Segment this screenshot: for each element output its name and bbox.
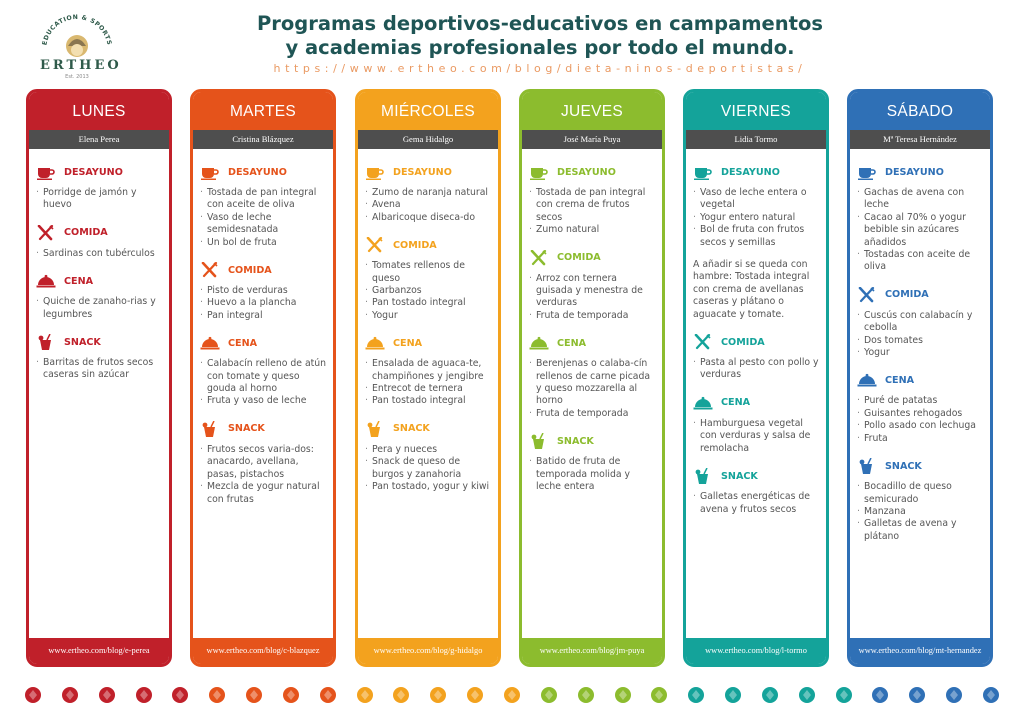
meal-label: COMIDA <box>557 252 601 264</box>
meal-items <box>857 310 984 360</box>
author-blog-link[interactable]: www.ertheo.com/blog/g-hidalgo <box>358 638 498 664</box>
meal-heading <box>693 465 820 487</box>
meal-item: · Berenjenas o calaba-cín rellenos de carne picada y queso mozzarella al horno <box>529 358 656 408</box>
meal-item: · Yogur <box>857 347 984 359</box>
drink-icon <box>501 684 523 706</box>
meal-items <box>200 187 327 249</box>
meal-item: · Zumo natural <box>529 224 656 236</box>
meal-items <box>693 357 820 382</box>
cloche-icon <box>365 335 385 351</box>
meal-label: DESAYUNO <box>557 166 616 178</box>
meal-item: · Porridge de jamón y huevo <box>36 187 163 212</box>
meal-item: · Gachas de avena con leche <box>857 187 984 212</box>
meal-items <box>529 358 656 420</box>
meal-item: · Manzana <box>857 506 984 518</box>
logo-established: Est. 2013 <box>65 74 89 80</box>
day-author: Gema Hidalgo <box>358 130 498 149</box>
meal-items <box>529 273 656 323</box>
day-menu <box>358 149 498 494</box>
meal-cena <box>529 332 656 420</box>
meal-heading <box>36 222 163 244</box>
meal-item: · Pisto de verduras <box>200 285 327 297</box>
basketball-hoop-icon <box>648 684 670 706</box>
meal-item: · Avena <box>365 199 492 211</box>
meal-item: · Frutos secos varia-dos: anacardo, avellana, pasas, pistachos <box>200 444 327 481</box>
day-author: Cristina Blázquez <box>193 130 333 149</box>
broccoli-icon <box>280 684 302 706</box>
meal-label: CENA <box>64 275 94 287</box>
meal-item: · Un bol de fruta <box>200 237 327 249</box>
skier-icon <box>390 684 412 706</box>
meal-heading <box>529 430 656 452</box>
page-title <box>160 12 920 60</box>
meal-label: COMIDA <box>885 289 929 301</box>
meal-items <box>36 296 163 321</box>
meal-items <box>857 395 984 445</box>
meal-heading <box>693 392 820 414</box>
skier-icon <box>722 684 744 706</box>
meal-comida <box>857 284 984 360</box>
meal-item: · Dos tomates <box>857 335 984 347</box>
day-author: José María Puya <box>522 130 662 149</box>
meal-heading <box>365 418 492 440</box>
meal-desayuno <box>36 161 163 212</box>
meal-item: · Fruta y vaso de leche <box>200 395 327 407</box>
meal-heading <box>365 161 492 183</box>
meal-label: DESAYUNO <box>64 166 123 178</box>
meal-items <box>693 187 820 249</box>
meal-heading <box>857 455 984 477</box>
cloche-icon <box>693 395 713 411</box>
meal-snack <box>365 418 492 494</box>
fork-knife-icon <box>857 287 877 303</box>
meal-label: CENA <box>228 337 258 349</box>
meal-item: · Fruta <box>857 433 984 445</box>
meal-label: CENA <box>557 337 587 349</box>
meal-item: · Calabacín relleno de atún con tomate y queso gouda al horno <box>200 358 327 395</box>
meal-heading <box>857 284 984 306</box>
meal-label: SNACK <box>228 423 265 435</box>
cloche-icon <box>857 372 877 388</box>
meal-desayuno <box>857 161 984 274</box>
meal-item: · Albaricoque diseca-do <box>365 212 492 224</box>
ertheo-logo[interactable] <box>32 10 122 82</box>
meal-label: SNACK <box>885 460 922 472</box>
meal-items <box>529 187 656 237</box>
meal-desayuno <box>200 161 327 249</box>
drink-icon <box>906 684 928 706</box>
meal-item: · Vaso de leche semidesnatada <box>200 212 327 237</box>
apple-icon <box>612 684 634 706</box>
meal-items <box>693 418 820 455</box>
author-blog-link[interactable]: www.ertheo.com/blog/e-perea <box>29 638 169 664</box>
meal-label: SNACK <box>721 470 758 482</box>
meal-label: CENA <box>721 397 751 409</box>
meal-label: SNACK <box>557 435 594 447</box>
meal-item: · Entrecot de ternera <box>365 383 492 395</box>
meal-item: · Batido de fruta de temporada molida y leche entera <box>529 456 656 493</box>
meal-item: · Tostadas con aceite de oliva <box>857 249 984 274</box>
meal-item: · Fruta de temporada <box>529 408 656 420</box>
meal-desayuno <box>529 161 656 237</box>
meal-cena <box>857 369 984 445</box>
meal-item: · Pan tostado integral <box>365 395 492 407</box>
svg-text:EDUCATION & SPORTS: EDUCATION & SPORTS <box>41 13 113 46</box>
bread-icon <box>685 684 707 706</box>
meal-items <box>365 444 492 494</box>
page-title-line-1: Programas deportivos-educativos en campamentos <box>257 12 823 35</box>
cloche-icon <box>529 335 549 351</box>
apple-icon <box>59 684 81 706</box>
extra-note: A añadir si se queda con hambre: Tostada integral con crema de avellanas caseras y plátano o aguacate y tomate. <box>693 259 810 320</box>
meal-item: · Mezcla de yogur natural con frutas <box>200 481 327 506</box>
day-menu <box>29 149 169 382</box>
meal-snack <box>36 331 163 382</box>
broccoli-icon <box>833 684 855 706</box>
blog-url-link[interactable]: https://www.ertheo.com/blog/dieta-ninos-deportistas/ <box>273 62 807 75</box>
smoothie-icon <box>857 458 877 474</box>
fork-knife-icon <box>36 225 56 241</box>
day-menu <box>850 149 990 543</box>
meal-items <box>36 248 163 260</box>
carrot-icon <box>759 684 781 706</box>
coffee-cup-icon <box>36 164 56 180</box>
meal-heading <box>36 331 163 353</box>
author-blog-link[interactable]: www.ertheo.com/blog/c-blazquez <box>193 638 333 664</box>
smoothie-icon <box>365 421 385 437</box>
meal-heading <box>200 161 327 183</box>
meal-items <box>200 285 327 322</box>
runner-icon <box>575 684 597 706</box>
coffee-cup-icon <box>200 164 220 180</box>
meal-comida <box>529 247 656 323</box>
meal-comida <box>365 234 492 322</box>
smoothie-icon <box>36 334 56 350</box>
fork-knife-icon <box>529 250 549 266</box>
day-author: Mª Teresa Hernández <box>850 130 990 149</box>
day-name: SÁBADO <box>850 92 990 130</box>
meal-label: CENA <box>885 374 915 386</box>
meal-heading <box>529 247 656 269</box>
meal-item: · Barritas de frutos secos caseras sin azúcar <box>36 357 163 382</box>
meal-item: · Cuscús con calabacín y cebolla <box>857 310 984 335</box>
meal-label: DESAYUNO <box>885 166 944 178</box>
smoothie-icon <box>529 433 549 449</box>
meal-heading <box>200 332 327 354</box>
author-blog-link[interactable]: www.ertheo.com/blog/mt-hernandez <box>850 638 990 664</box>
fork-knife-icon <box>365 237 385 253</box>
meal-item: · Tostada de pan integral con aceite de oliva <box>200 187 327 212</box>
meal-item: · Pasta al pesto con pollo y verduras <box>693 357 820 382</box>
meal-cena <box>200 332 327 408</box>
meal-item: · Guisantes rehogados <box>857 408 984 420</box>
skier-icon <box>169 684 191 706</box>
meal-snack <box>200 418 327 506</box>
bread-icon <box>133 684 155 706</box>
basketball-hoop-icon <box>96 684 118 706</box>
cloche-icon <box>36 273 56 289</box>
logo-emblem-icon <box>32 10 122 60</box>
meal-item: · Galletas de avena y plátano <box>857 518 984 543</box>
meal-items <box>365 260 492 322</box>
skier-icon <box>943 684 965 706</box>
runner-icon <box>22 684 44 706</box>
meal-cena <box>36 270 163 321</box>
meal-item: · Bocadillo de queso semicurado <box>857 481 984 506</box>
meal-item: · Galletas energéticas de avena y frutos secos <box>693 491 820 516</box>
meal-items <box>36 187 163 212</box>
meal-label: DESAYUNO <box>393 166 452 178</box>
meal-label: DESAYUNO <box>721 166 780 178</box>
meal-label: COMIDA <box>228 264 272 276</box>
meal-comida <box>200 259 327 322</box>
day-name: LUNES <box>29 92 169 130</box>
meal-items <box>365 358 492 408</box>
meal-item: · Ensalada de aguaca-te, champiñones y jengibre <box>365 358 492 383</box>
meal-heading <box>200 259 327 281</box>
meal-heading <box>36 161 163 183</box>
bread-icon <box>427 684 449 706</box>
day-name: MIÉRCOLES <box>358 92 498 130</box>
swimmer-icon <box>464 684 486 706</box>
meal-items <box>529 456 656 493</box>
meal-item: · Pollo asado con lechuga <box>857 420 984 432</box>
fork-knife-icon <box>693 334 713 350</box>
day-author: Lidia Tormo <box>686 130 826 149</box>
day-card-miercoles <box>355 89 501 667</box>
logo-wordmark: ERTHEO <box>40 58 122 73</box>
meal-item: · Pera y nueces <box>365 444 492 456</box>
meal-label: COMIDA <box>393 239 437 251</box>
meal-item: · Zumo de naranja natural <box>365 187 492 199</box>
coffee-cup-icon <box>857 164 877 180</box>
day-author: Elena Perea <box>29 130 169 149</box>
meal-item: · Snack de queso de burgos y zanahoria <box>365 456 492 481</box>
meal-items <box>200 358 327 408</box>
meal-snack <box>693 465 820 516</box>
coffee-cup-icon <box>529 164 549 180</box>
meal-heading <box>529 161 656 183</box>
day-menu <box>193 149 333 506</box>
page-title-line-2: y academias profesionales por todo el mundo. <box>285 36 795 59</box>
drink-icon <box>354 684 376 706</box>
meal-desayuno <box>693 161 820 249</box>
meal-heading <box>693 161 820 183</box>
bread-icon <box>980 684 1002 706</box>
meal-heading <box>857 161 984 183</box>
smoothie-icon <box>693 468 713 484</box>
meal-item: · Vaso de leche entera o vegetal <box>693 187 820 212</box>
meal-heading <box>529 332 656 354</box>
gymnast-icon <box>796 684 818 706</box>
meal-item: · Quiche de zanaho-rias y legumbres <box>36 296 163 321</box>
smoothie-icon <box>200 421 220 437</box>
meal-label: CENA <box>393 337 423 349</box>
meal-label: COMIDA <box>721 336 765 348</box>
meal-item: · Sardinas con tubérculos <box>36 248 163 260</box>
meal-items <box>365 187 492 224</box>
runner-icon <box>317 684 339 706</box>
coffee-cup-icon <box>693 164 713 180</box>
meal-item: · Yogur <box>365 310 492 322</box>
day-card-lunes <box>26 89 172 667</box>
meal-item: · Pan integral <box>200 310 327 322</box>
footer-icon-strip <box>22 679 1002 711</box>
day-menu <box>522 149 662 494</box>
meal-heading <box>200 418 327 440</box>
meal-item: · Tomates rellenos de queso <box>365 260 492 285</box>
meal-desayuno <box>365 161 492 224</box>
meal-items <box>693 491 820 516</box>
meal-label: SNACK <box>393 423 430 435</box>
gymnast-icon <box>243 684 265 706</box>
day-card-martes <box>190 89 336 667</box>
day-name: MARTES <box>193 92 333 130</box>
meal-items <box>36 357 163 382</box>
meal-item: · Garbanzos <box>365 285 492 297</box>
day-name: VIERNES <box>686 92 826 130</box>
author-blog-link[interactable]: www.ertheo.com/blog/jm-puya <box>522 638 662 664</box>
meal-item: · Tostada de pan integral con crema de frutos secos <box>529 187 656 224</box>
meal-label: DESAYUNO <box>228 166 287 178</box>
day-card-sabado <box>847 89 993 667</box>
meal-snack <box>857 455 984 543</box>
meal-item: · Pan tostado, yogur y kiwi <box>365 481 492 493</box>
meal-heading <box>857 369 984 391</box>
meal-item: · Pan tostado integral <box>365 297 492 309</box>
meal-item: · Huevo a la plancha <box>200 297 327 309</box>
meal-item: · Hamburguesa vegetal con verduras y salsa de remolacha <box>693 418 820 455</box>
meal-heading <box>693 331 820 353</box>
author-blog-link[interactable]: www.ertheo.com/blog/l-tormo <box>686 638 826 664</box>
day-card-viernes <box>683 89 829 667</box>
cloche-icon <box>200 335 220 351</box>
day-card-jueves <box>519 89 665 667</box>
meal-item: · Puré de patatas <box>857 395 984 407</box>
coffee-cup-icon <box>365 164 385 180</box>
meal-cena <box>365 332 492 408</box>
meal-item: · Yogur entero natural <box>693 212 820 224</box>
meal-heading <box>365 332 492 354</box>
day-name: JUEVES <box>522 92 662 130</box>
meal-comida <box>693 331 820 382</box>
meal-item: · Bol de fruta con frutos secos y semillas <box>693 224 820 249</box>
day-menu <box>686 149 826 516</box>
fork-knife-icon <box>200 262 220 278</box>
meal-item: · Fruta de temporada <box>529 310 656 322</box>
meal-comida <box>36 222 163 260</box>
gymnast-icon <box>538 684 560 706</box>
meal-heading <box>365 234 492 256</box>
meal-cena <box>693 392 820 455</box>
meal-label: COMIDA <box>64 227 108 239</box>
meal-item: · Cacao al 70% o yogur bebible sin azúcares añadidos <box>857 212 984 249</box>
meal-items <box>857 187 984 274</box>
meal-items <box>857 481 984 543</box>
carrot-icon <box>206 684 228 706</box>
meal-items <box>200 444 327 506</box>
meal-snack <box>529 430 656 493</box>
meal-label: SNACK <box>64 336 101 348</box>
runner-icon <box>869 684 891 706</box>
meal-heading <box>36 270 163 292</box>
meal-item: · Arroz con ternera guisada y menestra de verduras <box>529 273 656 310</box>
